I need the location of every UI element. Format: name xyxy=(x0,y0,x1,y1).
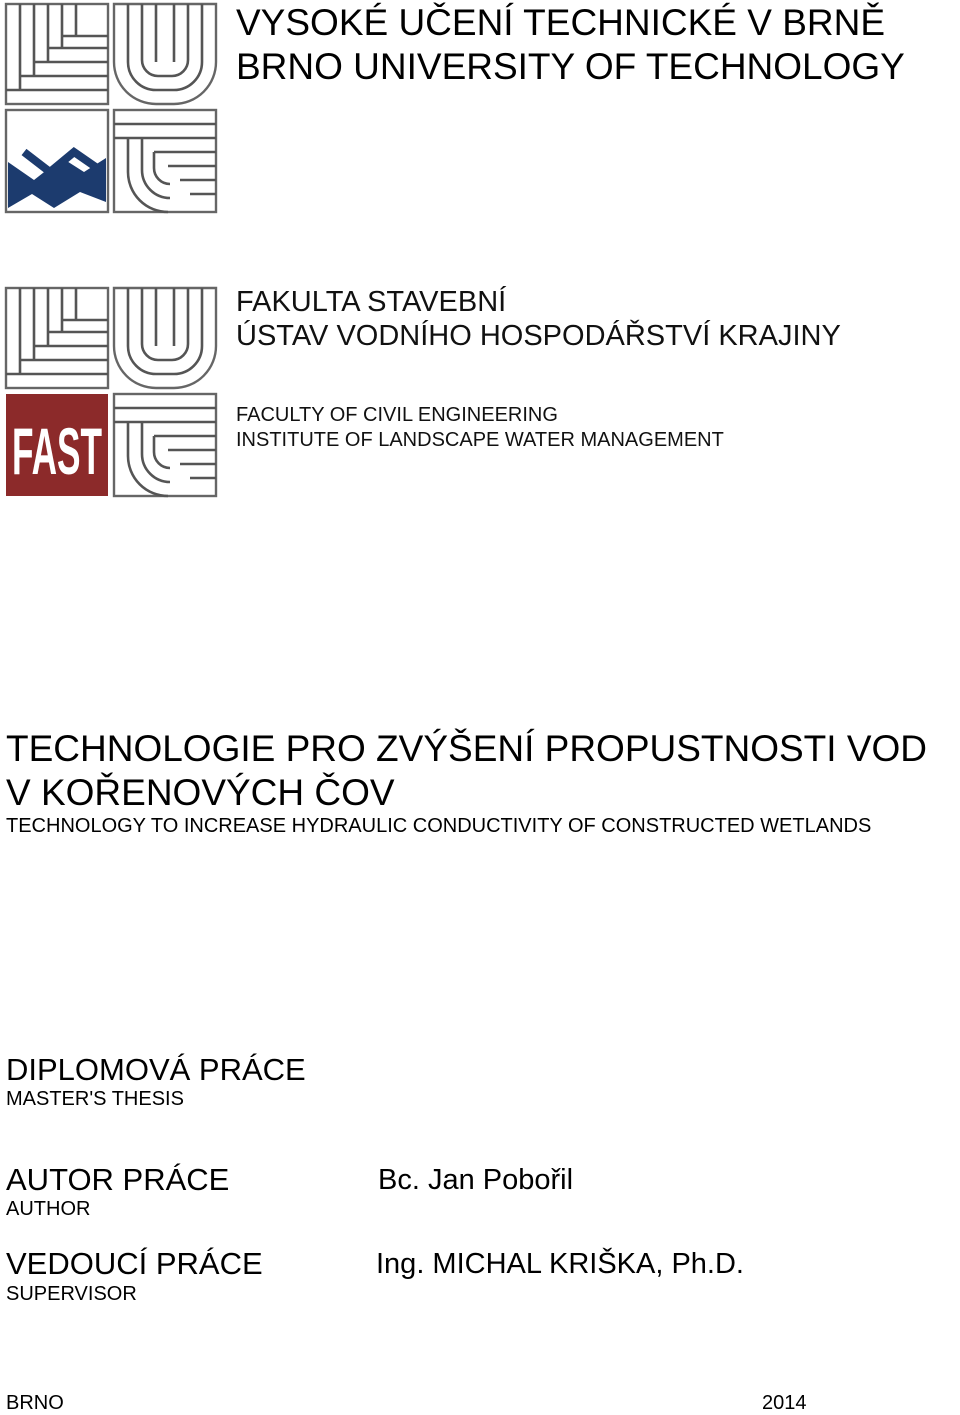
university-logo-quadrant-br xyxy=(114,110,216,212)
university-logo-quadrant-bl xyxy=(6,110,108,212)
supervisor-label-en: SUPERVISOR xyxy=(6,1283,137,1305)
footer-year: 2014 xyxy=(762,1392,807,1414)
author-name: Bc. Jan Pobořil xyxy=(378,1164,574,1196)
thesis-title-cz-line2: V KOŘENOVÝCH ČOV xyxy=(6,772,395,813)
faculty-name-en: FACULTY OF CIVIL ENGINEERING xyxy=(236,404,558,426)
university-name-en: BRNO UNIVERSITY OF TECHNOLOGY xyxy=(236,46,905,87)
thesis-title-en: TECHNOLOGY TO INCREASE HYDRAULIC CONDUCTIVITY OF CONSTRUCTED WETLANDS xyxy=(6,815,872,837)
faculty-logo-quadrant-tr xyxy=(114,288,216,388)
supervisor-label-cz: VEDOUCÍ PRÁCE xyxy=(6,1246,263,1281)
university-logo xyxy=(4,2,218,214)
faculty-logo-text: FAST xyxy=(12,414,102,488)
supervisor-name: Ing. MICHAL KRIŠKA, Ph.D. xyxy=(376,1248,744,1280)
institute-name-cz: ÚSTAV VODNÍHO HOSPODÁŘSTVÍ KRAJINY xyxy=(236,320,841,352)
university-logo-quadrant-tl xyxy=(6,4,108,104)
author-label-cz: AUTOR PRÁCE xyxy=(6,1162,230,1197)
thesis-title-cz-line1: TECHNOLOGIE PRO ZVÝŠENÍ PROPUSTNOSTI VOD xyxy=(6,728,928,769)
footer-city: BRNO xyxy=(6,1392,64,1414)
faculty-name-cz: FAKULTA STAVEBNÍ xyxy=(236,286,507,318)
institute-name-en: INSTITUTE OF LANDSCAPE WATER MANAGEMENT xyxy=(236,429,724,451)
thesis-type-cz: DIPLOMOVÁ PRÁCE xyxy=(6,1052,306,1087)
university-name-cz: VYSOKÉ UČENÍ TECHNICKÉ V BRNĚ xyxy=(236,2,886,43)
thesis-type-en: MASTER'S THESIS xyxy=(6,1088,184,1110)
faculty-logo-quadrant-tl xyxy=(6,288,108,388)
author-label-en: AUTHOR xyxy=(6,1198,91,1220)
faculty-logo-quadrant-bl xyxy=(6,394,108,496)
faculty-logo-quadrant-br xyxy=(114,394,216,496)
university-logo-quadrant-tr xyxy=(114,4,216,104)
faculty-logo xyxy=(4,286,218,498)
